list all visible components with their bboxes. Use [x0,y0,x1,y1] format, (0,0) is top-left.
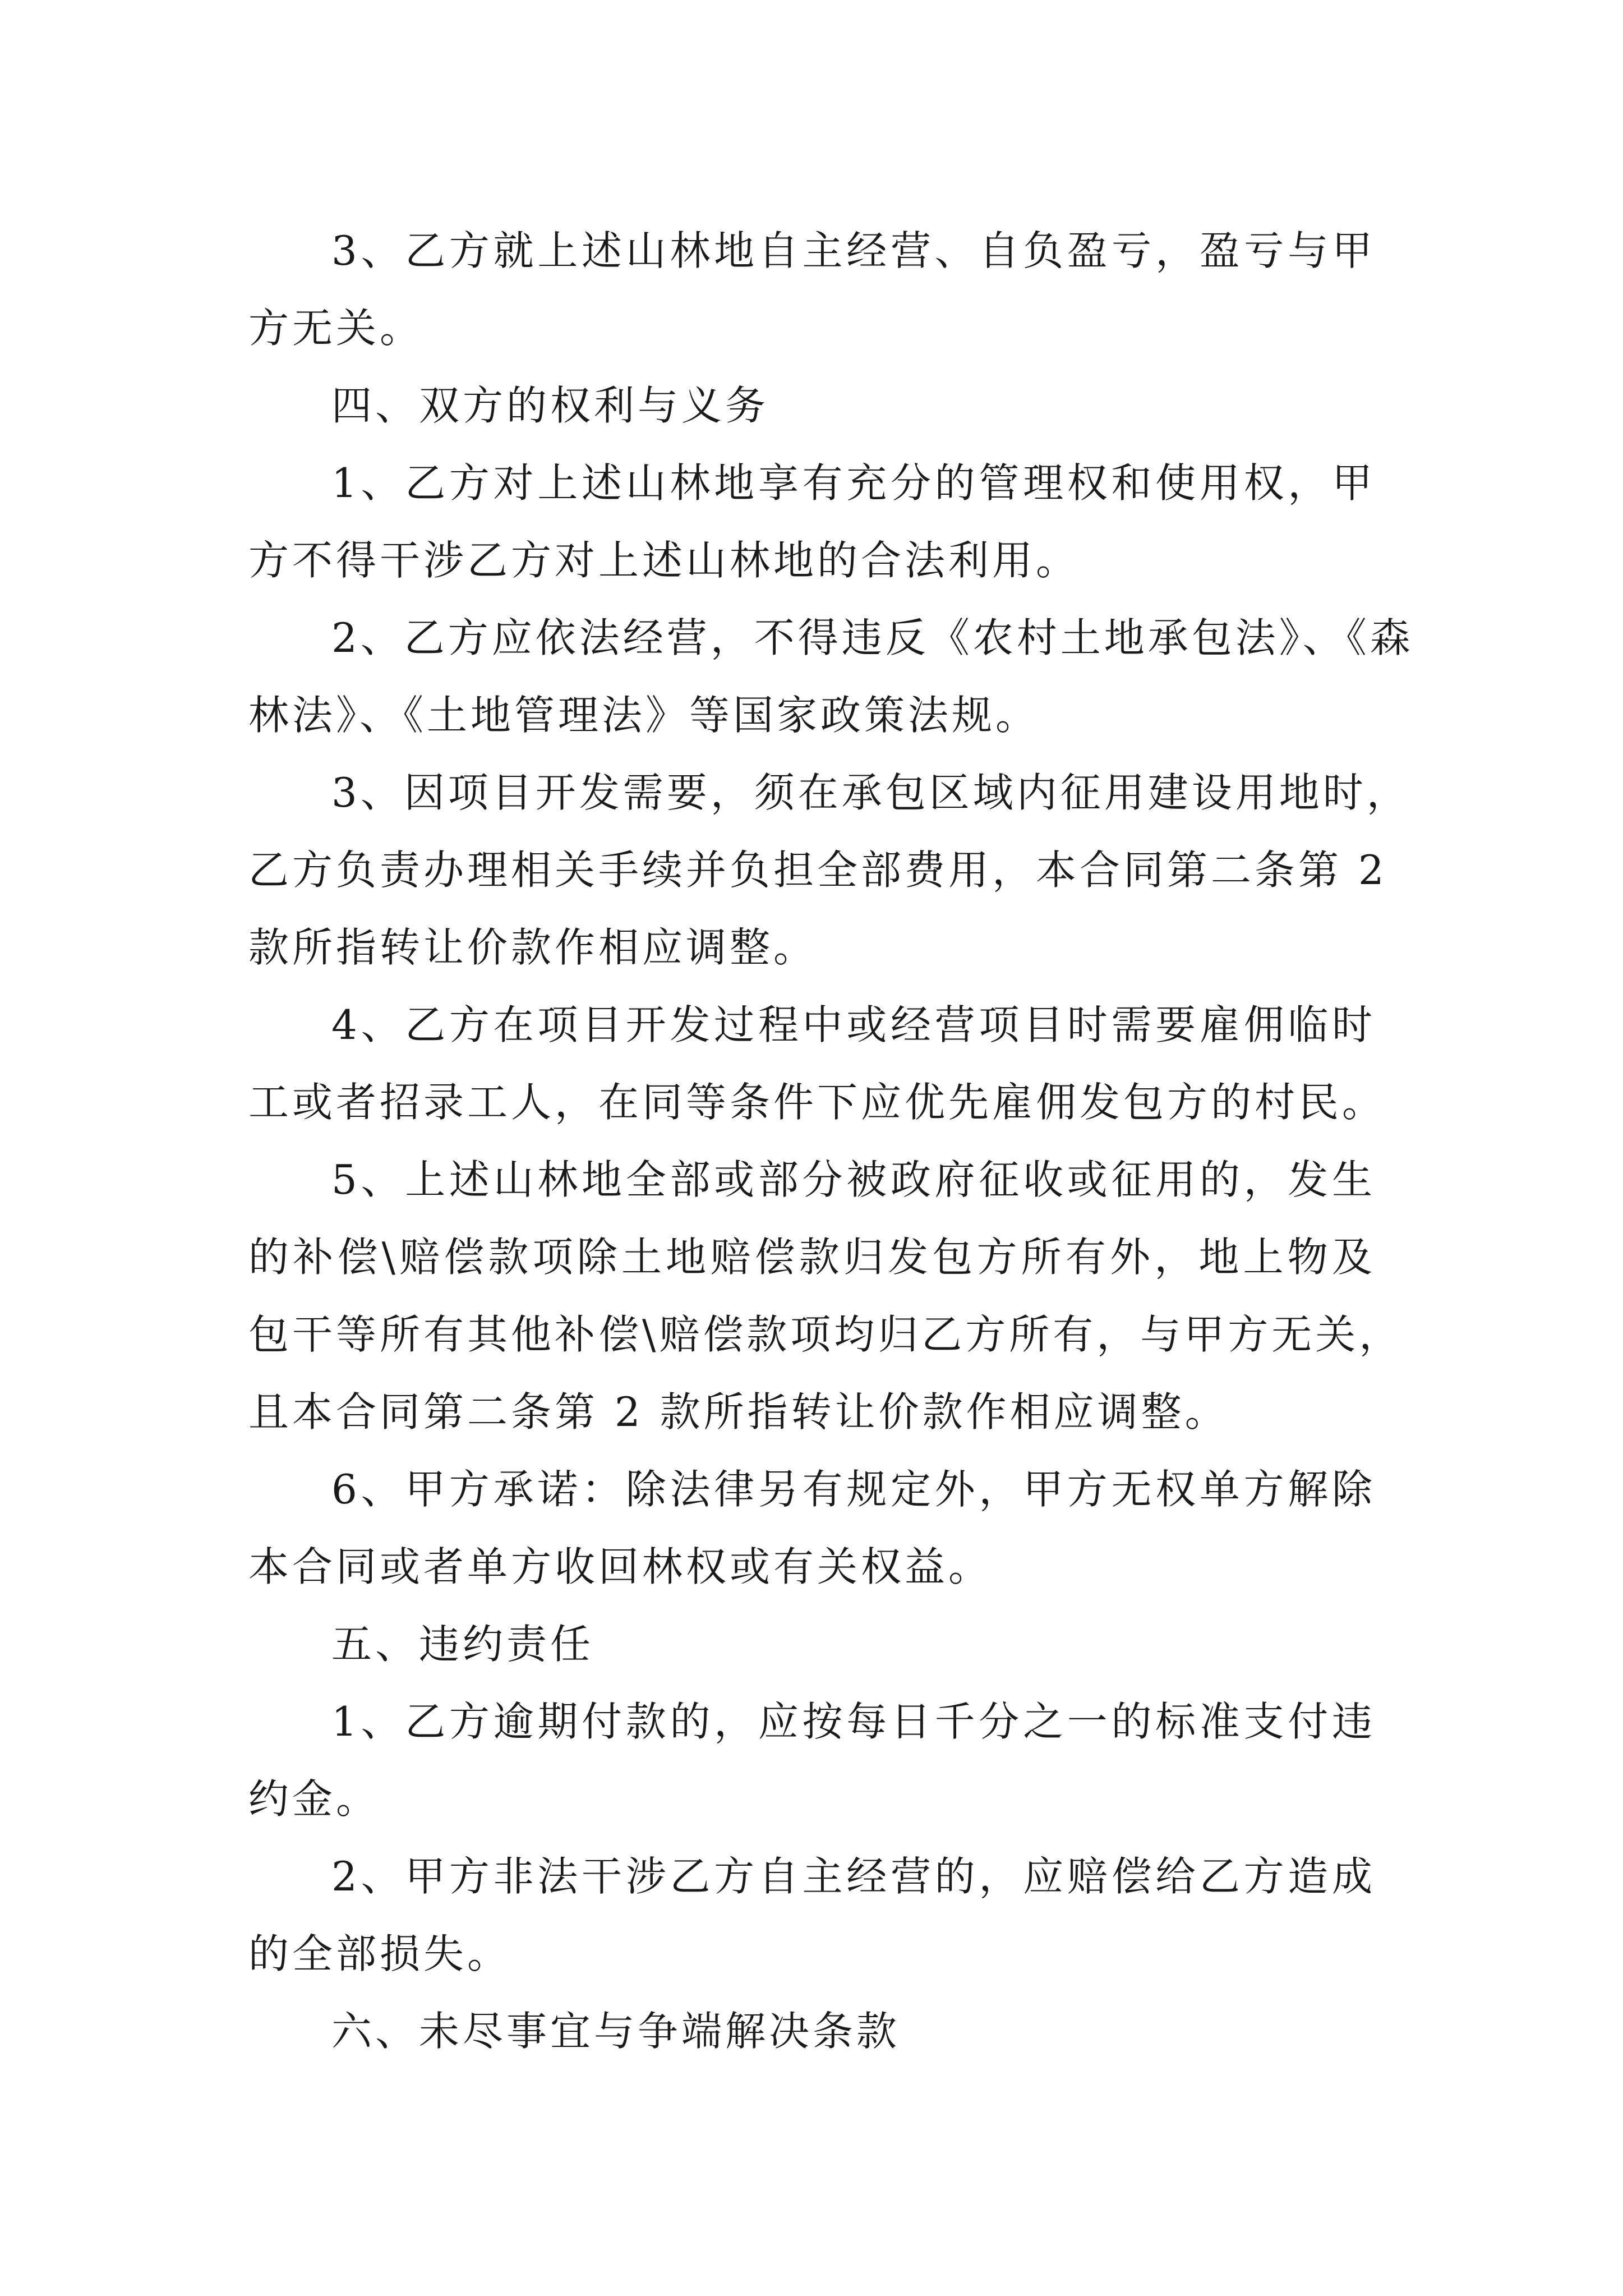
paragraph-line: 工或者招录工人，在同等条件下应优先雇佣发包方的村民。 [248,1079,1386,1126]
paragraph-line: 1、乙方逾期付款的，应按每日千分之一的标准支付违 [331,1698,1376,1745]
paragraph-line: 的补偿\赔偿款项除土地赔偿款归发包方所有外，地上物及 [248,1234,1376,1281]
paragraph-line: 约金。 [248,1775,380,1823]
paragraph-line: 且本合同第二条第 2 款所指转让价款作相应调整。 [248,1388,1229,1435]
paragraph-line: 5、上述山林地全部或部分被政府征收或征用的，发生 [331,1156,1376,1203]
section-heading: 六、未尽事宜与争端解决条款 [331,2008,901,2055]
paragraph-line: 包干等所有其他补偿\赔偿款项均归乙方所有，与甲方无关， [248,1311,1403,1358]
paragraph-line: 款所指转让价款作相应调整。 [248,924,818,971]
document-body [248,212,1414,2070]
paragraph-line: 的全部损失。 [248,1930,511,1977]
section-heading: 五、违约责任 [331,1621,594,1668]
paragraph-line: 2、乙方应依法经营，不得违反《农村土地承包法》、《森 [331,614,1414,661]
paragraph-line: 1、乙方对上述山林地享有充分的管理权和使用权，甲 [331,459,1376,507]
paragraph-line: 本合同或者单方收回林权或有关权益。 [248,1543,993,1590]
paragraph-line: 乙方负责办理相关手续并负担全部费用，本合同第二条第 2 [248,846,1387,894]
paragraph-line: 2、甲方非法干涉乙方自主经营的，应赔偿给乙方造成 [331,1853,1376,1900]
paragraph-line: 林法》、《土地管理法》等国家政策法规。 [248,692,1040,739]
section-heading: 四、双方的权利与义务 [331,382,769,429]
paragraph-line: 3、乙方就上述山林地自主经营、自负盈亏，盈亏与甲 [331,227,1376,274]
paragraph-line: 方不得干涉乙方对上述山林地的合法利用。 [248,537,1080,584]
paragraph-line: 方无关。 [248,305,424,352]
paragraph-line: 6、甲方承诺：除法律另有规定外，甲方无权单方解除 [331,1466,1376,1513]
paragraph-line: 4、乙方在项目开发过程中或经营项目时需要雇佣临时 [331,1001,1376,1048]
paragraph-line: 3、因项目开发需要，须在承包区域内征用建设用地时， [331,769,1410,816]
